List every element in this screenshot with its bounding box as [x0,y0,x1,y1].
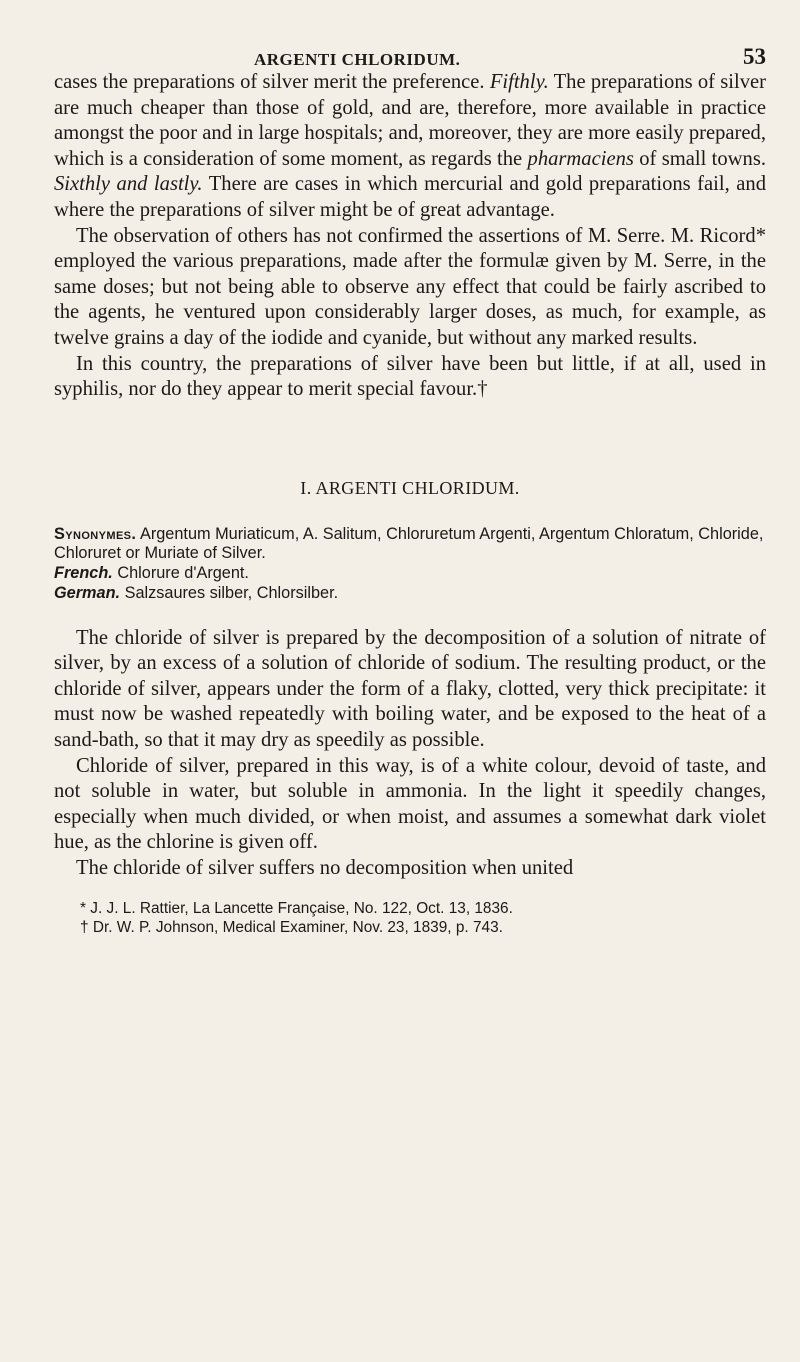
section-text [54,626,766,882]
synonyms-german [54,584,766,604]
paragraph-this-country: In this country, the preparations of silver have been but little, if at all, used in syphilis, nor do they appear to merit special favour.† [54,352,766,401]
running-head [54,40,766,70]
intro-text [54,70,766,403]
synonyms-block [54,525,766,604]
german-label: German. [54,583,121,602]
footnote-rattier: * J. J. L. Rattier, La Lancette Française, No. 122, Oct. 13, 1836. [80,900,513,918]
footnote-johnson: † Dr. W. P. Johnson, Medical Examiner, Nov. 23, 1839, p. 743. [80,919,503,937]
italic-run: Fifthly. [489,71,549,93]
book-page [54,40,766,937]
german-text: Salzsaures silber, Chlorsilber. [120,583,339,602]
french-label: French. [54,564,113,583]
italic-run: Sixthly and lastly. [54,173,203,196]
paragraph-preparation: The chloride of silver is prepared by the decomposition of a solution of nitrate of silver, by an excess of a solution of chloride of sodium. The resulting product, or the chloride of silver, appears under the form of a flaky, clotted, very thick precipitate: it must now be washed repeatedly with boiling water, and be exposed to the heat of a sand-bath, so that it may dry as speedily as possible. [54,626,766,751]
french-text: Chlorure d'Argent. [112,564,249,583]
paragraph-continuation [54,70,766,224]
synonyms-french [54,564,766,584]
footnotes [54,899,766,937]
text-run: of small towns. [633,147,766,170]
text-run: The preparations of silver are much cheaper than those of gold, and are, therefore, more available in practice amongst the poor and in large hospitals; and, moreover, they are more easily prepared, which is a consideration of some moment, as regards the [54,71,767,170]
paragraph-decomposition: The chloride of silver suffers no decomposition when united [76,856,574,879]
running-title: ARGENTI CHLORIDUM. [254,50,461,69]
synonyms-latin [54,525,766,564]
synonyms-text: Argentum Muriaticum, A. Salitum, Chloruretum Argenti, Argentum Chloratum, Chloride, Chloruret or Muriate of Silver. [54,524,764,563]
italic-run: pharmaciens [527,147,634,170]
text-run: There are cases in which mercurial and gold preparations fail, and where the preparations of silver might be of great advantage. [54,173,766,221]
paragraph-properties: Chloride of silver, prepared in this way, is of a white colour, devoid of taste, and not soluble in water, but soluble in ammonia. In the light it speedily changes, especially when much divided, or when moist, and assumes a somewhat dark violet hue, as the chlorine is given off. [54,754,766,854]
text-run: cases the preparations of silver merit the preference. [54,71,490,93]
synonyms-label: Synonymes. [54,524,137,543]
page-number: 53 [743,44,766,69]
paragraph-ricord: The observation of others has not confirmed the assertions of M. Serre. M. Ricord* employed the various preparations, made after the formulæ given by M. Serre, in the same doses; but not being able to observe any effect that could be fairly ascribed to the agents, he ventured upon considerably larger doses, as much, for example, as twelve grains a day of the iodide and cyanide, but without any marked results. [54,224,766,349]
section-heading: I. ARGENTI CHLORIDUM. [300,477,520,498]
